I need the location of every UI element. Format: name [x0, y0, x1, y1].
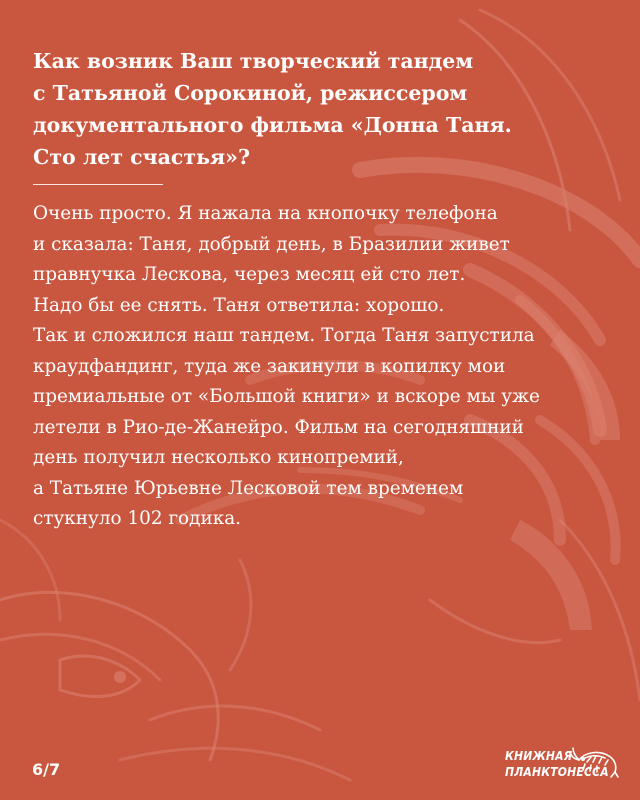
- logo-line-2: ПЛАНКТОНЕССА: [505, 765, 609, 779]
- heading-divider: [33, 184, 163, 185]
- brand-logo: [505, 748, 625, 788]
- page-number: 6/7: [32, 760, 61, 779]
- question-heading: Как возник Ваш творческий тандем с Татьяной Сорокиной, режиссером документального фильма «Донна Таня. Сто лет счастья»?: [33, 49, 512, 169]
- logo-line-1: КНИЖНАЯ: [505, 749, 573, 763]
- answer-paragraph: Очень просто. Я нажала на кнопочку телефона и сказала: Таня, добрый день, в Бразилии живет правнучка Лескова, через месяц ей сто лет. Надо бы ее снять. Таня ответила: хорошо. Так и сложился наш тандем. Тогда Таня запустила краудфандинг, туда же закинули в копилку мои премиальные от «Большой книги» и вскоре мы уже летели в Рио-де-Жанейро. Фильм на сегодняшний день получил несколько кинопремий, а Татьяне Юрьевне Лесковой тем временем стукнуло 102 годика.: [33, 203, 540, 529]
- shrimp-logo-icon: [571, 746, 621, 780]
